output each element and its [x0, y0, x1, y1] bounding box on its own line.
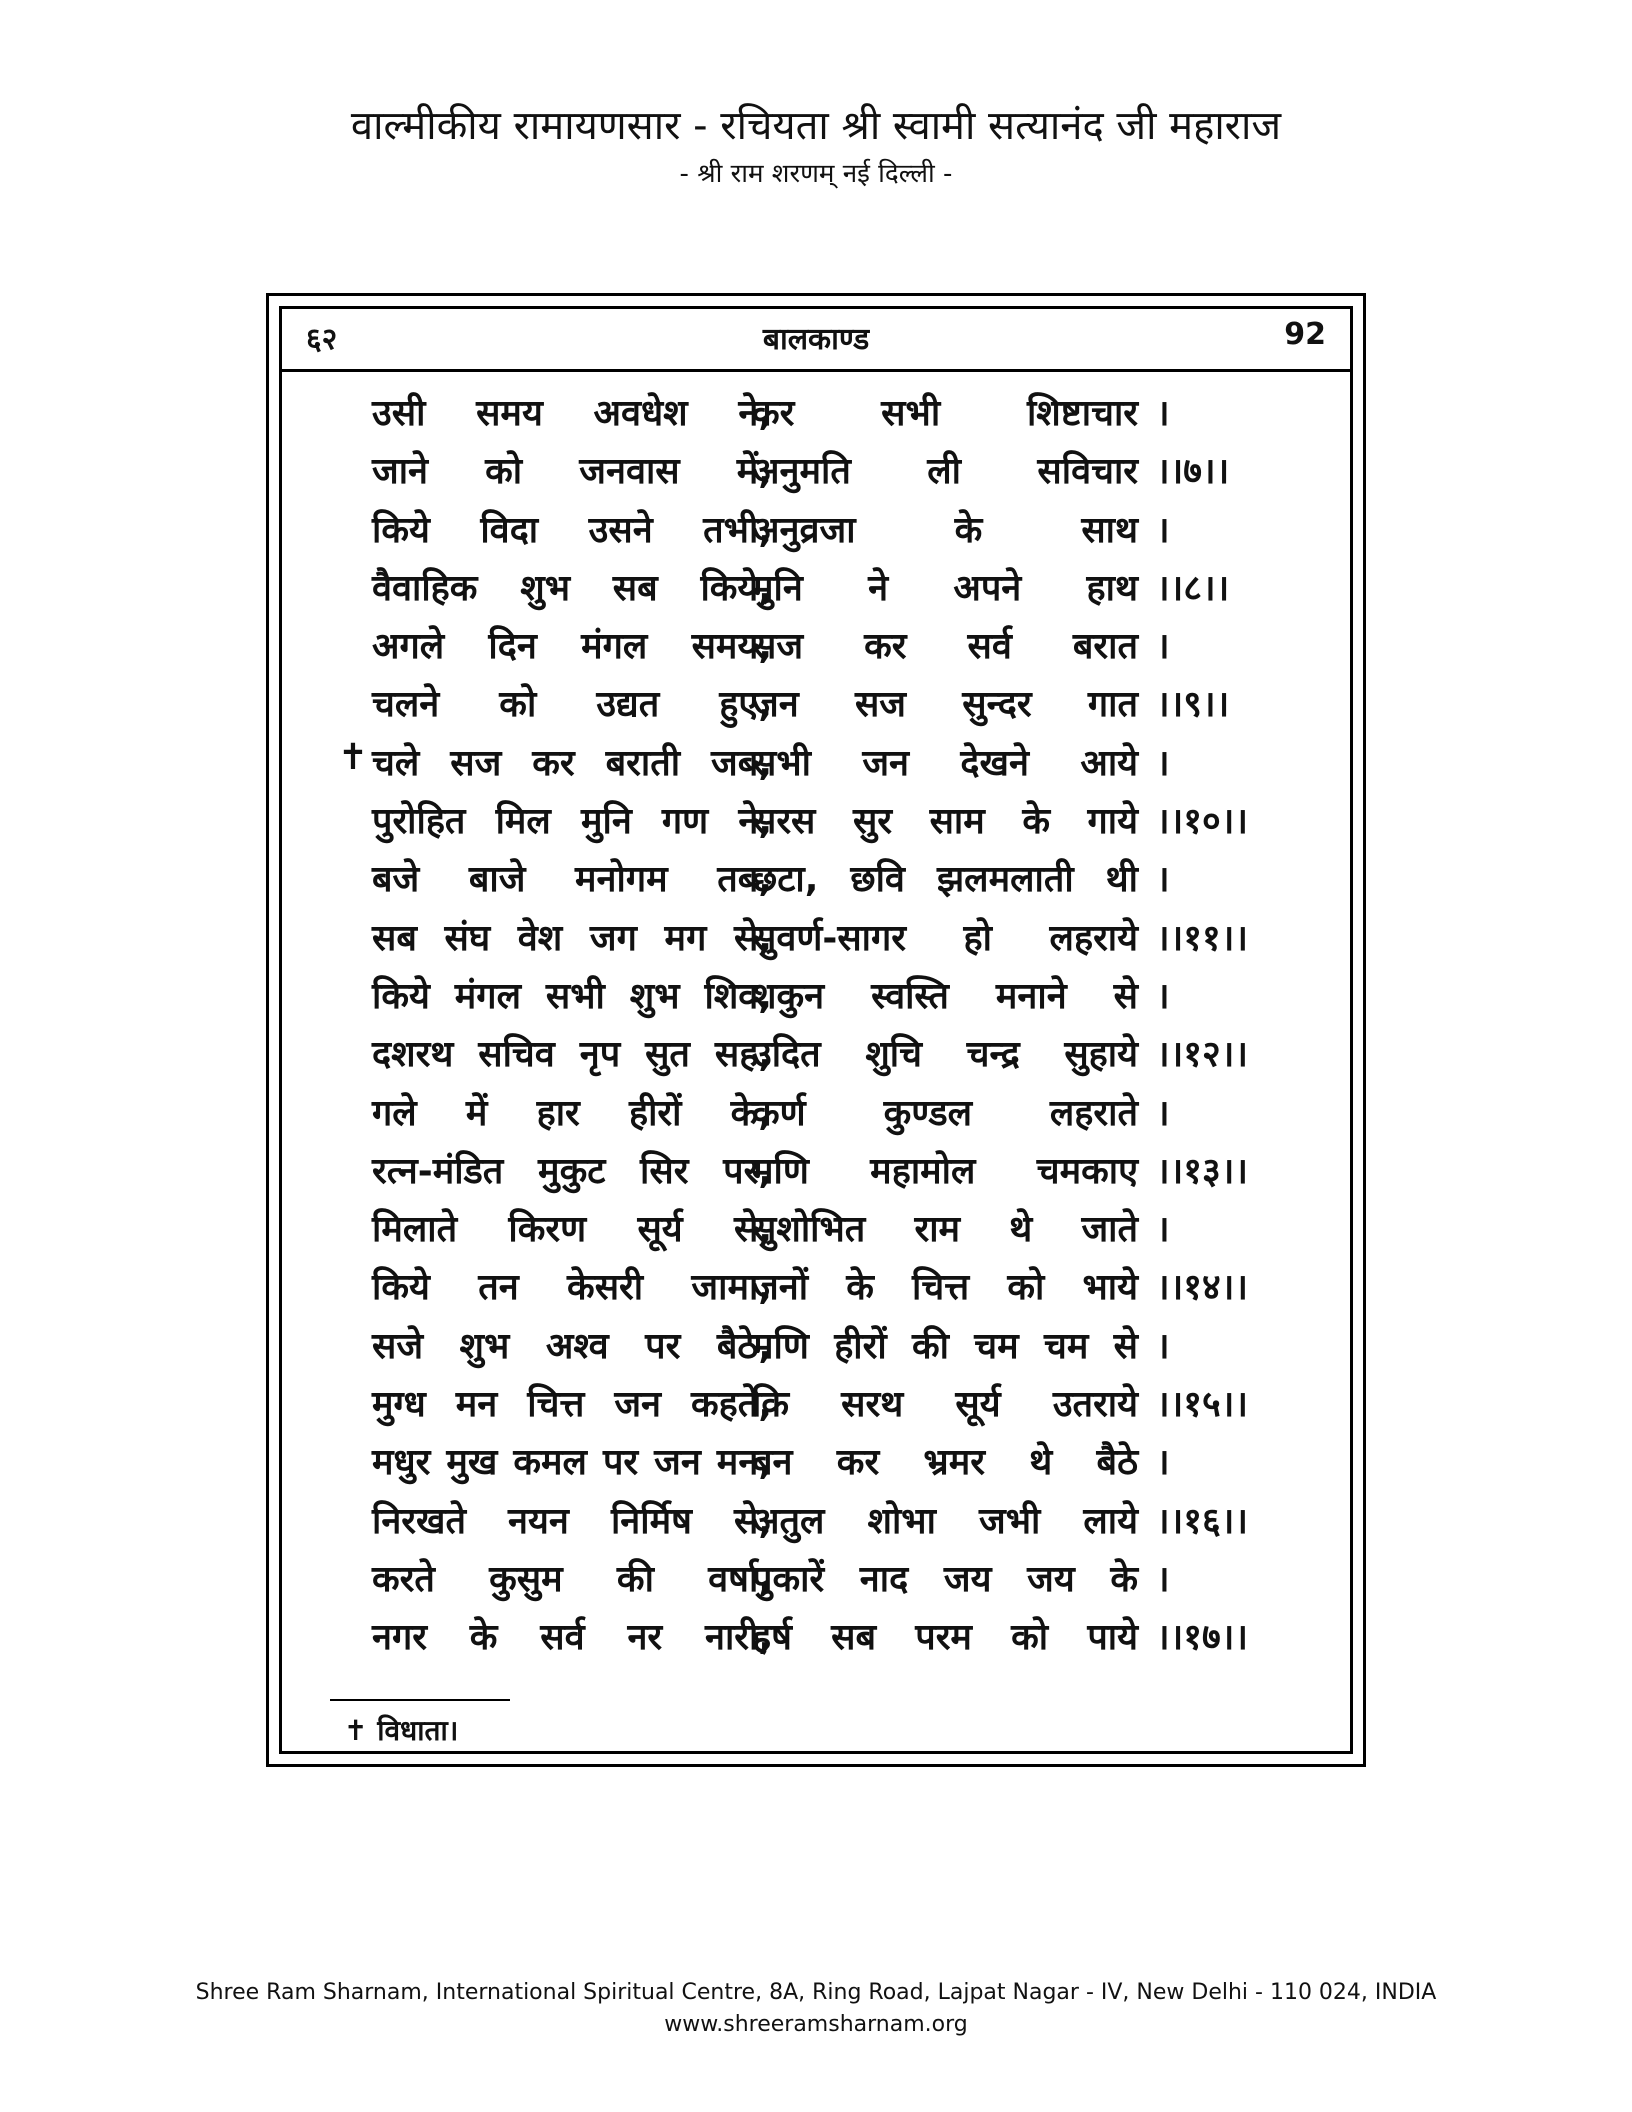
end-mark: ।।७।।	[1156, 451, 1230, 493]
verse-line	[282, 849, 1350, 907]
footnote-rule	[330, 1699, 510, 1701]
first-half: अगले दिन मंगल समय,	[372, 626, 772, 668]
verse-line	[282, 1141, 1350, 1199]
first-half: सजे शुभ अश्व पर बैठे,	[372, 1325, 772, 1367]
first-half: वैवाहिक शुभ सब किये,	[372, 567, 772, 609]
verse-line	[282, 908, 1350, 966]
first-half: चलने को उद्यत हुए,	[372, 684, 772, 726]
second-half: सरस सुर साम के गाये	[752, 801, 1138, 843]
end-mark: ।।१५।।	[1156, 1384, 1249, 1426]
end-mark: ।।९।।	[1156, 684, 1230, 726]
verse-line	[282, 1083, 1350, 1141]
second-half: जनों के चित्त को भाये	[752, 1267, 1138, 1309]
end-mark: ।	[1156, 742, 1170, 784]
second-half: कर्ण कुण्डल लहराते	[752, 1092, 1138, 1134]
end-mark: ।	[1156, 1092, 1170, 1134]
end-mark: ।	[1156, 626, 1170, 668]
second-half: सभी जन देखने आये	[752, 742, 1138, 784]
first-half: उसी समय अवधेश ने,	[372, 393, 772, 434]
verse-block	[282, 383, 1350, 1666]
second-half: अनुव्रजा के साथ	[752, 509, 1138, 551]
verse-line	[282, 674, 1350, 732]
end-mark: ।	[1156, 1325, 1170, 1367]
footer-website: www.shreeramsharnam.org	[664, 2012, 968, 2037]
end-mark: ।।१६।।	[1156, 1500, 1249, 1542]
second-half: मणि महामोल चमकाए	[752, 1150, 1138, 1192]
verse-line	[282, 1199, 1350, 1257]
verse-line	[282, 1607, 1350, 1665]
first-half: मिलाते किरण सूर्य से,	[372, 1209, 772, 1251]
first-half: बजे बाजे मनोगम तब,	[372, 859, 772, 901]
second-half: अतुल शोभा जभी लाये	[752, 1500, 1138, 1542]
end-mark: ।।८।।	[1156, 567, 1230, 609]
first-half: रत्न-मंडित मुकुट सिर पर,	[372, 1150, 772, 1192]
end-mark: ।।१७।।	[1156, 1617, 1249, 1659]
verse-line	[282, 1491, 1350, 1549]
first-half: नगर के सर्व नर नारी,	[372, 1617, 772, 1659]
first-half: किये विदा उसने तभी,	[372, 509, 772, 551]
verse-line	[282, 1257, 1350, 1315]
second-half: छटा, छवि झलमलाती थी	[752, 859, 1138, 901]
verse-line	[282, 1432, 1350, 1490]
footnote: ✝ विधाता।	[344, 1714, 459, 1747]
verse-line	[282, 441, 1350, 499]
second-half: कि सरथ सूर्य उतराये	[752, 1384, 1138, 1426]
end-mark: ।।१४।।	[1156, 1267, 1249, 1309]
second-half: अनुमति ली सविचार	[752, 451, 1138, 493]
end-mark: ।	[1156, 509, 1170, 551]
second-half: कर सभी शिष्टाचार	[752, 393, 1138, 434]
second-half: हर्ष सब परम को पाये	[752, 1617, 1138, 1659]
second-half: सुवर्ण-सागर हो लहराये	[752, 917, 1138, 959]
second-half: मणि हीरों की चम चम से	[752, 1325, 1138, 1367]
page-frame	[266, 293, 1366, 1767]
verse-line	[282, 1024, 1350, 1082]
verse-line	[282, 500, 1350, 558]
page-inner-frame	[279, 306, 1353, 1754]
end-mark: ।	[1156, 393, 1170, 434]
second-half: पुकारें नाद जय जय के	[752, 1558, 1138, 1600]
second-half: उदित शुचि चन्द्र सुहाये	[752, 1034, 1138, 1076]
kanda-title: बालकाण्ड	[762, 322, 870, 357]
second-half: बन कर भ्रमर थे बैठे	[752, 1442, 1138, 1484]
first-half: सब संघ वेश जग मग से,	[372, 917, 772, 959]
second-half: सुशोभित राम थे जाते	[752, 1209, 1138, 1251]
end-mark: ।	[1156, 1558, 1170, 1600]
second-half: सज कर सर्व बरात	[752, 626, 1138, 668]
verse-line	[282, 383, 1350, 441]
first-half: पुरोहित मिल मुनि गण ने,	[372, 801, 772, 843]
second-half: शकुन स्वस्ति मनाने से	[752, 975, 1138, 1017]
header-subtitle: - श्री राम शरणम् नई दिल्ली -	[679, 159, 953, 189]
page-head	[282, 309, 1350, 372]
verse-line	[282, 791, 1350, 849]
first-half: जाने को जनवास में,	[372, 451, 772, 493]
first-half: गले में हार हीरों के,	[372, 1092, 772, 1134]
first-half: चले सज कर बराती जब,	[372, 742, 772, 784]
end-mark: ।	[1156, 1442, 1170, 1484]
footer-address: Shree Ram Sharnam, International Spiritual Centre, 8A, Ring Road, Lajpat Nagar - IV, New Delhi - 110 024, INDIA	[195, 1980, 1437, 2005]
first-half: दशरथ सचिव नृप सुत सह,	[372, 1034, 772, 1076]
end-mark: ।।११।।	[1156, 917, 1249, 959]
verse-line	[282, 733, 1350, 791]
second-half: मुनि ने अपने हाथ	[752, 567, 1138, 609]
verse-marker: ✝	[337, 736, 368, 778]
first-half: निरखते नयन निर्मिष से,	[372, 1500, 772, 1542]
first-half: किये मंगल सभी शुभ शिव,	[372, 975, 772, 1017]
verse-line	[282, 966, 1350, 1024]
first-half: किये तन केसरी जामा,	[372, 1267, 772, 1309]
end-mark: ।	[1156, 1209, 1170, 1251]
verse-line	[282, 1316, 1350, 1374]
end-mark: ।।१३।।	[1156, 1150, 1249, 1192]
page-number: 92	[1284, 317, 1326, 352]
end-mark: ।	[1156, 975, 1170, 1017]
end-mark: ।	[1156, 859, 1170, 901]
verse-line	[282, 1374, 1350, 1432]
header-title: वाल्मीकीय रामायणसार - रचियता श्री स्वामी सत्यानंद जी महाराज	[350, 103, 1282, 149]
second-half: जन सज सुन्दर गात	[752, 684, 1138, 726]
first-half: मुग्ध मन चित्त जन कहते,	[372, 1384, 772, 1426]
verse-line	[282, 1549, 1350, 1607]
page-number-devanagari: ६२	[306, 322, 338, 357]
document-header	[0, 100, 1632, 196]
verse-line	[282, 616, 1350, 674]
end-mark: ।।१२।।	[1156, 1034, 1249, 1076]
first-half: मधुर मुख कमल पर जन मन,	[372, 1442, 772, 1484]
document-footer	[0, 1977, 1632, 2041]
verse-line	[282, 558, 1350, 616]
end-mark: ।।१०।।	[1156, 801, 1249, 843]
first-half: करते कुसुम की वर्षा,	[372, 1558, 772, 1600]
